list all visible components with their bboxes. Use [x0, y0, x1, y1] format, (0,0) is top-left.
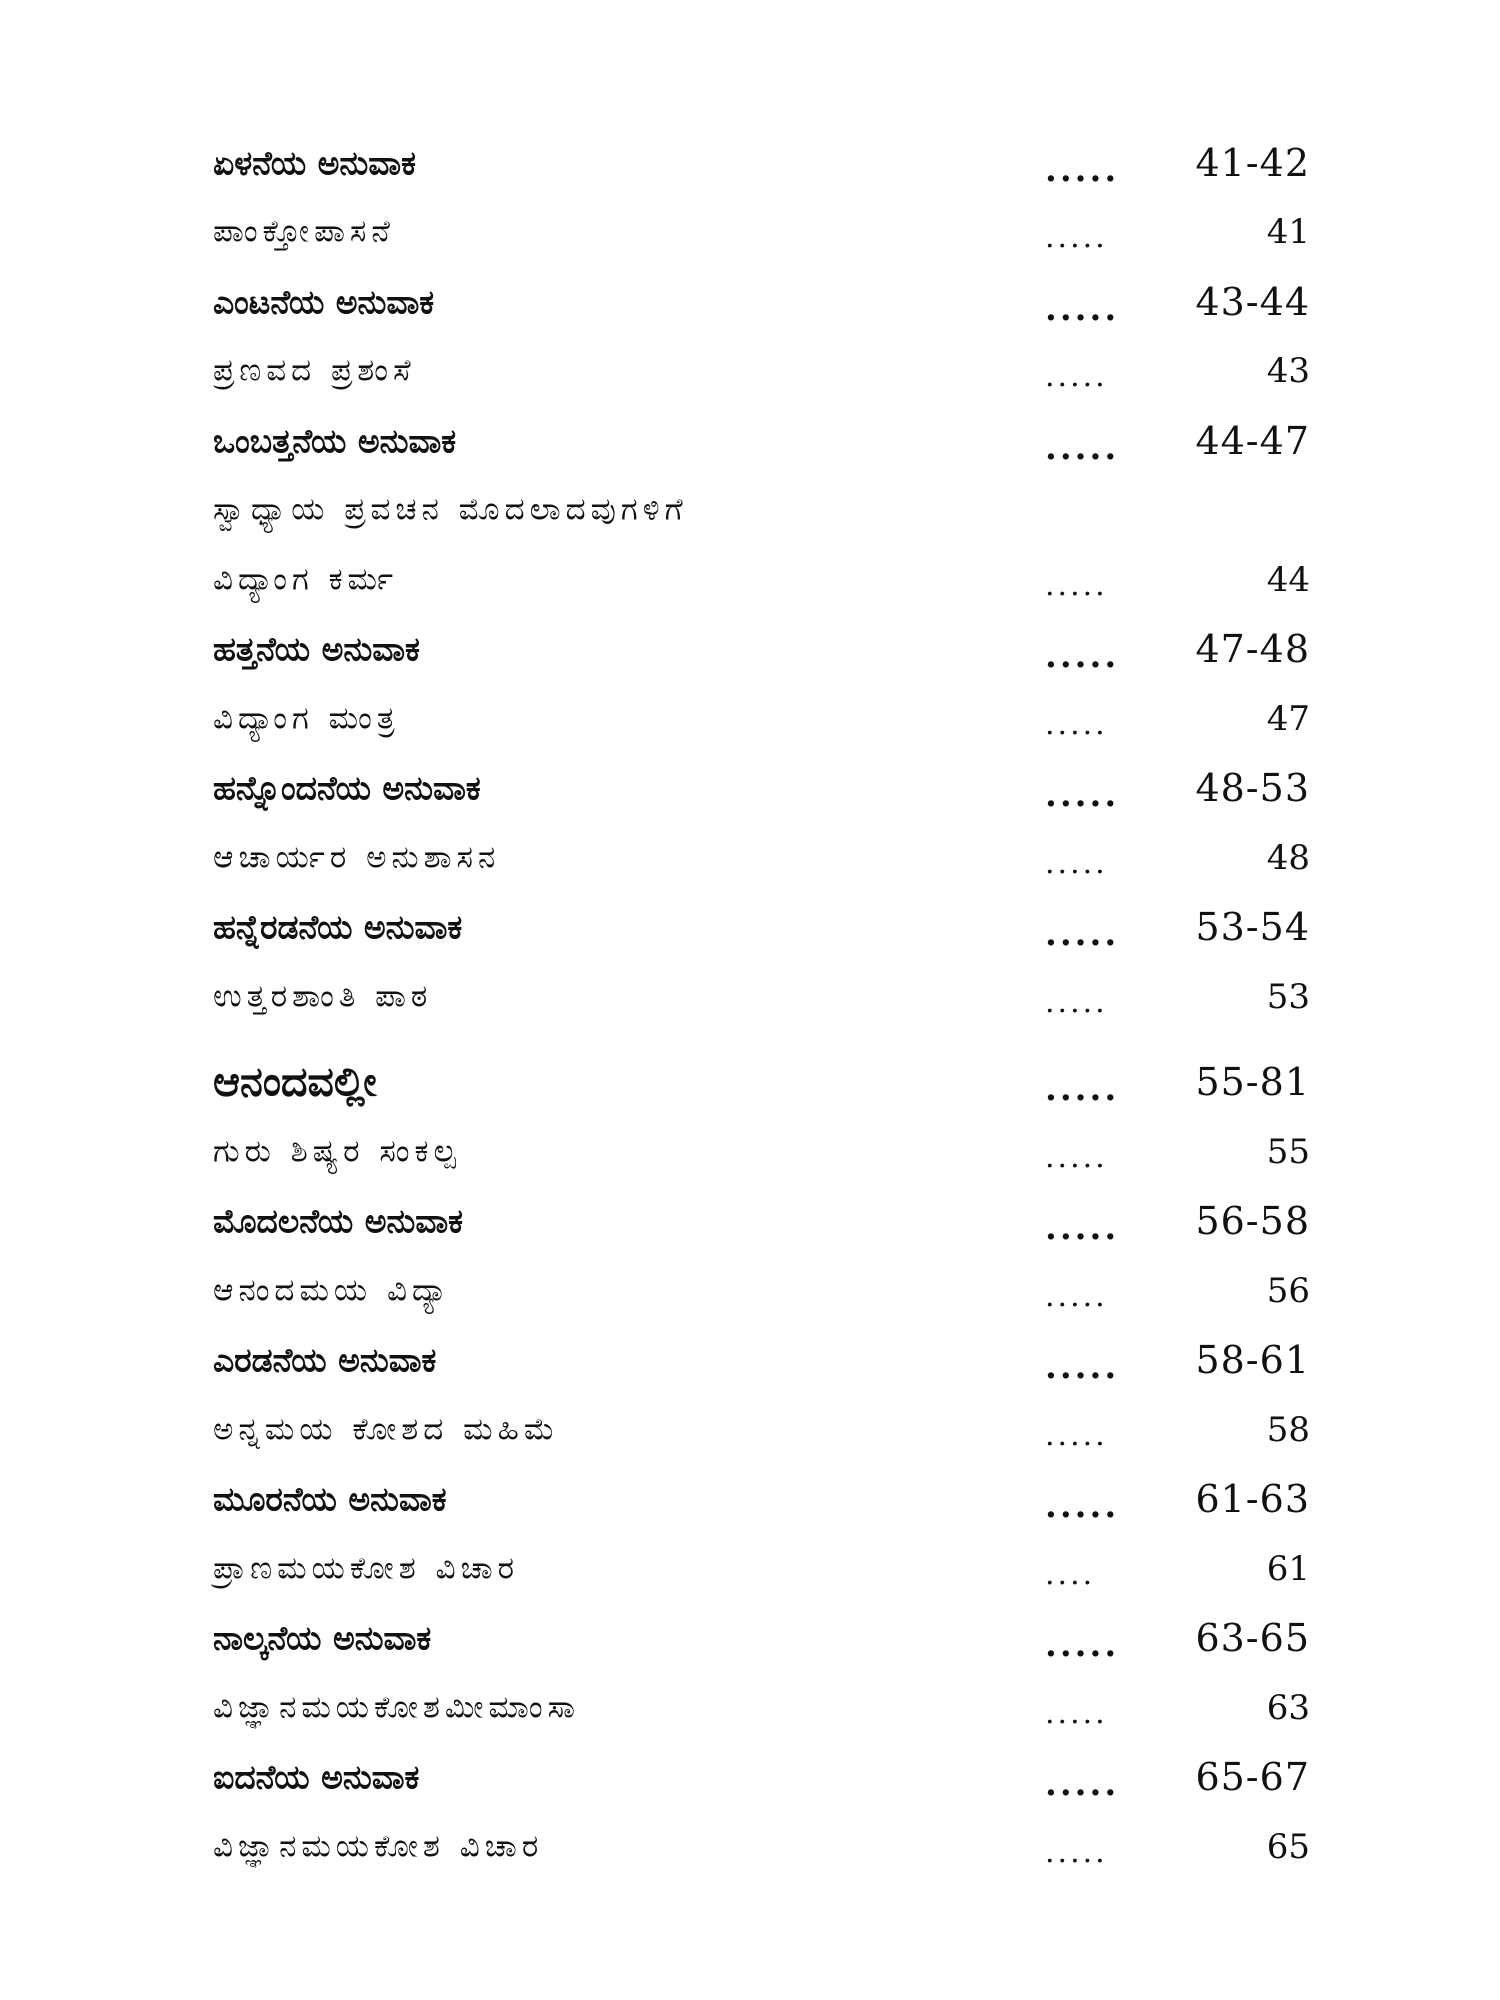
entry-title: ನಾಲ್ಕನೆಯ ಅನುವಾಕ: [213, 1618, 432, 1658]
page-number: 44: [1266, 559, 1310, 600]
entry-title: ಐದನೆಯ ಅನುವಾಕ: [213, 1757, 420, 1797]
page-number: 48: [1266, 837, 1310, 878]
page-number: 56: [1266, 1270, 1310, 1311]
toc-entry-subtopic: [213, 962, 1310, 1032]
entry-title: ಉತ್ತರಶಾಂತಿ ಪಾಠ: [213, 978, 433, 1015]
entry-title: ಎಂಟನೆಯ ಅನುವಾಕ: [213, 282, 435, 322]
toc-entry-heading: [213, 615, 1310, 685]
table-of-contents: [213, 128, 1310, 1882]
leader-dots: .....: [1045, 636, 1120, 677]
entry-title: ವಿದ್ಯಾಂಗ ಮಂತ್ರ: [213, 700, 400, 737]
leader-dots: .....: [1045, 1764, 1120, 1805]
toc-entry-heading: [213, 1743, 1310, 1813]
page-number: 63: [1266, 1687, 1310, 1728]
leader-dots: .....: [1045, 706, 1108, 742]
entry-title: ಪಾಂಕ್ತೋಪಾಸನೆ: [213, 213, 395, 250]
page-range: 55-81: [1195, 1060, 1310, 1105]
toc-entry-heading: [213, 1187, 1310, 1257]
page-range: 44-47: [1195, 418, 1310, 463]
entry-title: ಪ್ರಣವದ ಪ್ರಶಂಸೆ: [213, 352, 416, 389]
leader-dots: ....: [1045, 1556, 1096, 1592]
leader-dots: .....: [1045, 775, 1120, 816]
toc-entry-heading: [213, 1326, 1310, 1396]
leader-dots: .....: [1045, 220, 1108, 256]
toc-entry-heading: [213, 128, 1310, 198]
toc-entry-subtopic: [213, 545, 1310, 615]
leader-dots: .....: [1045, 567, 1108, 603]
entry-title: ವಿದ್ಯಾಂಗ ಕರ್ಮ: [213, 561, 399, 598]
leader-dots: .....: [1045, 359, 1108, 395]
toc-entry-heading: [213, 406, 1310, 476]
page-number: 65: [1266, 1826, 1310, 1867]
entry-title: ಆಚಾರ್ಯರ ಅನುಶಾಸನ: [213, 839, 501, 876]
leader-dots: .....: [1045, 1208, 1120, 1249]
leader-dots: .....: [1045, 914, 1120, 955]
toc-entry-subtopic: [213, 1395, 1310, 1465]
leader-dots: .....: [1045, 984, 1108, 1020]
page-number: 47: [1266, 698, 1310, 739]
leader-dots: .....: [1045, 427, 1120, 468]
page-range: 63-65: [1195, 1616, 1310, 1661]
toc-entry-heading: [213, 893, 1310, 963]
leader-dots: .....: [1045, 845, 1108, 881]
entry-title: ಹತ್ತನೆಯ ಅನುವಾಕ: [213, 629, 420, 669]
leader-dots: .....: [1045, 1834, 1108, 1870]
toc-entry-subtopic: [213, 1673, 1310, 1743]
toc-entry-subtopic: [213, 337, 1310, 407]
leader-dots: .....: [1045, 1069, 1120, 1110]
toc-entry-heading: [213, 1604, 1310, 1674]
page-range: 65-67: [1195, 1755, 1310, 1800]
page-number: 43: [1266, 351, 1310, 392]
page-range: 47-48: [1195, 627, 1310, 672]
entry-title: ಹನ್ನೆರಡನೆಯ ಅನುವಾಕ: [213, 907, 463, 947]
entry-title: ಮೂರನೆಯ ಅನುವಾಕ: [213, 1479, 447, 1519]
page-range: 61-63: [1195, 1477, 1310, 1522]
entry-title: ಒಂಬತ್ತನೆಯ ಅನುವಾಕ: [213, 421, 457, 461]
page-number: 58: [1266, 1409, 1310, 1450]
toc-entry-subtopic: [213, 684, 1310, 754]
entry-title: ಎರಡನೆಯ ಅನುವಾಕ: [213, 1340, 437, 1380]
leader-dots: .....: [1045, 1486, 1120, 1527]
page-number: 41: [1266, 212, 1310, 253]
leader-dots: .....: [1045, 288, 1120, 329]
entry-title: ಅನ್ನಮಯ ಕೋಶದ ಮಹಿಮೆ: [213, 1411, 560, 1448]
leader-dots: .....: [1045, 1625, 1120, 1666]
toc-entry-heading: [213, 754, 1310, 824]
page-number: 55: [1266, 1131, 1310, 1172]
leader-dots: .....: [1045, 1417, 1108, 1453]
toc-entry-section: [213, 1048, 1310, 1118]
entry-title: ಏಳನೆಯ ಅನುವಾಕ: [213, 143, 416, 183]
entry-title: ಗುರು ಶಿಷ್ಯರ ಸಂಕಲ್ಪ: [213, 1133, 461, 1170]
toc-entry-subtopic-line: [213, 476, 1310, 546]
page-number: 53: [1266, 976, 1310, 1017]
entry-title: ಹನ್ನೊಂದನೆಯ ಅನುವಾಕ: [213, 768, 481, 808]
toc-entry-subtopic: [213, 1812, 1310, 1882]
entry-title: ಆನಂದಮಯ ವಿದ್ಯಾ: [213, 1272, 453, 1309]
entry-title: ಮೊದಲನೆಯ ಅನುವಾಕ: [213, 1201, 463, 1241]
page-range: 56-58: [1195, 1199, 1310, 1244]
entry-title: ಪ್ರಾಣಮಯಕೋಶ ವಿಚಾರ: [213, 1550, 520, 1587]
toc-entry-subtopic: [213, 1256, 1310, 1326]
page-range: 41-42: [1195, 140, 1310, 185]
toc-entry-heading: [213, 1465, 1310, 1535]
page-number: 61: [1266, 1548, 1310, 1589]
page-range: 53-54: [1195, 905, 1310, 950]
toc-entry-subtopic: [213, 198, 1310, 268]
page-range: 43-44: [1195, 279, 1310, 324]
toc-entry-subtopic: [213, 823, 1310, 893]
leader-dots: .....: [1045, 149, 1120, 190]
entry-title: ವಿಜ್ಞಾನಮಯಕೋಶ ವಿಚಾರ: [213, 1828, 544, 1865]
leader-dots: .....: [1045, 1695, 1108, 1731]
entry-title: ವಿಜ್ಞಾನಮಯಕೋಶಮೀಮಾಂಸಾ: [213, 1689, 581, 1726]
leader-dots: .....: [1045, 1278, 1108, 1314]
toc-entry-heading: [213, 267, 1310, 337]
leader-dots: .....: [1045, 1347, 1120, 1388]
toc-entry-subtopic: [213, 1534, 1310, 1604]
entry-title: ಸ್ವಾಧ್ಯಾಯ ಪ್ರವಚನ ಮೊದಲಾದವುಗಳಿಗೆ: [213, 491, 688, 528]
toc-entry-subtopic: [213, 1117, 1310, 1187]
section-title: ಆನಂದವಲ್ಲೀ: [213, 1057, 377, 1106]
page-range: 58-61: [1195, 1338, 1310, 1383]
page-range: 48-53: [1195, 766, 1310, 811]
leader-dots: .....: [1045, 1139, 1108, 1175]
